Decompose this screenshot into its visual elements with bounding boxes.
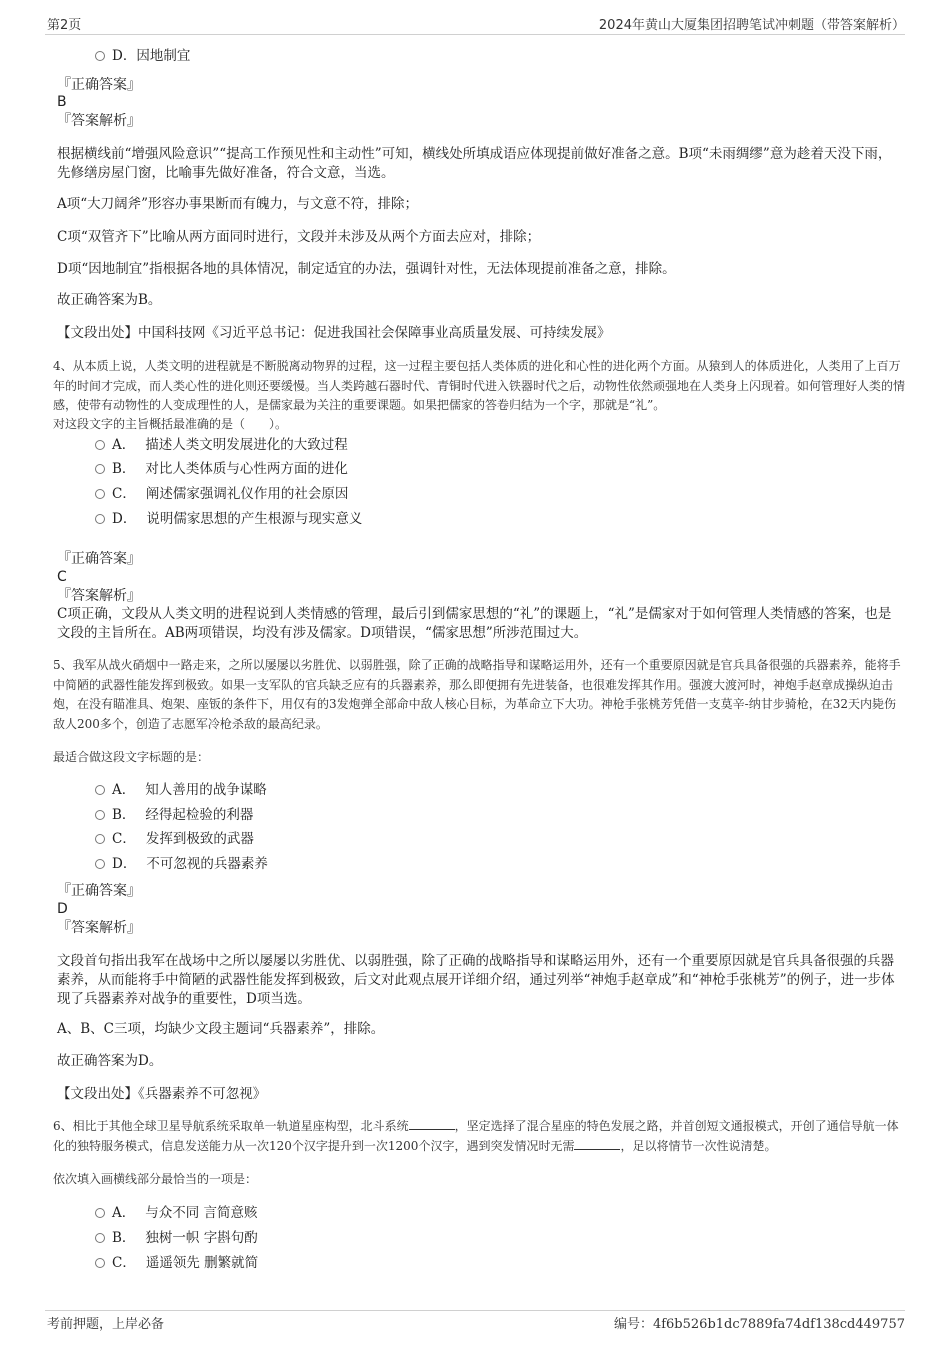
option-text: 描述人类文明发展进化的大致过程: [145, 437, 348, 453]
radio-icon[interactable]: [95, 464, 105, 474]
q5-answer: D: [57, 901, 68, 917]
page-number: 第2页: [47, 18, 82, 33]
q5-prompt: 最适合做这段文字标题的是：: [53, 750, 210, 764]
q6-prompt: 依次填入画横线部分最恰当的一项是：: [53, 1172, 258, 1186]
option-text: 知人善用的战争谋略: [145, 782, 267, 798]
q4-option-a[interactable]: [95, 436, 348, 454]
q4-analysis-label: 『答案解析』: [57, 588, 141, 604]
option-text: 发挥到极致的武器: [145, 831, 254, 847]
q6-option-b[interactable]: [95, 1229, 258, 1247]
q5-analysis-2: A、B、C三项，均缺少文段主题词“兵器素养”，排除。: [57, 1021, 385, 1037]
option-key: C．: [112, 486, 136, 502]
document-title: 2024年黄山大厦集团招聘笔试冲刺题（带答案解析）: [598, 18, 905, 33]
option-text: 说明儒家思想的产生根源与现实意义: [146, 511, 363, 527]
q4-option-d[interactable]: [95, 510, 362, 528]
q6-option-c[interactable]: [95, 1254, 258, 1272]
q6-stem-part-2: ，坚定选择了混合星座的特色发展之路，并首创短文通报模式，开创了通信导航一体化的独特服务模式，信息发送能力从一次120个汉字提升到一次1200个汉字，遇到突发情况时无需: [53, 1119, 899, 1153]
q5-analysis-label: 『答案解析』: [57, 920, 141, 936]
radio-icon[interactable]: [95, 514, 105, 524]
option-text: 与众不同 言简意赅: [145, 1205, 258, 1221]
option-key: C．: [112, 831, 136, 847]
q5-option-b[interactable]: [95, 806, 253, 824]
q6-stem-part-1: 6、相比于其他全球卫星导航系统采取单一轨道星座构型，北斗系统: [53, 1119, 409, 1133]
q5-analysis-3: 故正确答案为D。: [57, 1053, 163, 1069]
q3-analysis-2: A项“大刀阔斧”形容办事果断而有魄力，与文意不符，排除；: [57, 196, 419, 212]
blank-2: [574, 1137, 620, 1150]
option-key: D．: [112, 511, 137, 527]
radio-icon[interactable]: [95, 859, 105, 869]
q5-source: 【文段出处】《兵器素养不可忽视》: [57, 1086, 267, 1102]
option-key: B．: [112, 1230, 136, 1246]
radio-icon[interactable]: [95, 785, 105, 795]
option-label: D．因地制宜: [112, 48, 191, 64]
q4-answer-label: 『正确答案』: [57, 551, 141, 567]
q5-answer-label: 『正确答案』: [57, 883, 141, 899]
radio-icon[interactable]: [95, 489, 105, 499]
q3-option-d[interactable]: [95, 47, 190, 65]
option-key: D．: [112, 856, 137, 872]
option-key: A．: [112, 782, 136, 798]
q5-analysis-1: 文段首句指出我军在战场中之所以屡屡以劣胜优、以弱胜强，除了正确的战略指导和谋略运用外，还有一个重要原因就是官兵具备很强的兵器素养，从而能将手中简陋的武器性能发挥到极致，后文对此观点展开详细介绍，通过列举“神炮手赵章成”和“神枪手张桃芳”的例子，进一步体现了兵器素养对战争的重要性，D项当选。: [57, 953, 895, 1007]
q4-analysis: C项正确，文段从人类文明的进程说到人类情感的管理，最后引到儒家思想的“礼”的课题上，“礼”是儒家对于如何管理人类情感的答案，也是文段的主旨所在。AB两项错误，均没有涉及儒家。D项错误，“儒家思想”所涉范围过大。: [57, 606, 892, 641]
q3-analysis-4: D项“因地制宜”指根据各地的具体情况，制定适宜的办法，强调针对性，无法体现提前准备之意，排除。: [57, 261, 676, 277]
q5-option-c[interactable]: [95, 830, 254, 848]
radio-icon[interactable]: [95, 1233, 105, 1243]
option-text: 对比人类体质与心性两方面的进化: [145, 461, 348, 477]
radio-icon[interactable]: [95, 810, 105, 820]
option-text: 经得起检验的利器: [145, 807, 254, 823]
blank-1: [409, 1117, 455, 1130]
radio-icon[interactable]: [95, 440, 105, 450]
option-key: A．: [112, 1205, 136, 1221]
q3-analysis-3: C项“双管齐下”比喻从两方面同时进行，文段并未涉及从两个方面去应对，排除；: [57, 229, 541, 245]
option-key: B．: [112, 807, 136, 823]
q3-analysis-label: 『答案解析』: [57, 113, 141, 129]
radio-icon[interactable]: [95, 1208, 105, 1218]
option-text: 不可忽视的兵器素养: [146, 856, 268, 872]
footer-divider: [45, 1310, 905, 1311]
radio-icon[interactable]: [95, 834, 105, 844]
q3-analysis-1: 根据横线前“增强风险意识”“提高工作预见性和主动性”可知，横线处所填成语应体现提前做好准备之意。B项“未雨绸缪”意为趁着天没下雨，先修缮房屋门窗，比喻事先做好准备，符合文意，当选。: [57, 146, 892, 181]
document-id: 编号：4f6b526b1dc7889fa74df138cd449757: [613, 1317, 905, 1332]
header-divider: [45, 34, 905, 35]
q6-stem: [53, 1117, 905, 1156]
q3-answer-label: 『正确答案』: [57, 77, 141, 93]
option-key: C．: [112, 1255, 136, 1271]
q4-answer: C: [57, 569, 67, 585]
q5-option-a[interactable]: [95, 781, 267, 799]
option-text: 独树一帜 字斟句酌: [145, 1230, 258, 1246]
q4-option-b[interactable]: [95, 460, 348, 478]
option-key: B．: [112, 461, 136, 477]
option-key: A．: [112, 437, 136, 453]
radio-icon[interactable]: [95, 51, 105, 61]
option-text: 遥遥领先 删繁就简: [145, 1255, 259, 1271]
radio-icon[interactable]: [95, 1258, 105, 1268]
q4-stem: 4、从本质上说，人类文明的进程就是不断脱离动物界的过程，这一过程主要包括人类体质的进化和心性的进化两个方面。从猿到人的体质进化，人类用了上百万年的时间才完成，而人类心性的进化则还要缓慢。当人类跨越石器时代、青铜时代进入铁器时代之后，动物性依然顽强地在人类身上闪现着。如何管理好人类的情感，使带有动物性的人变成理性的人，是儒家最为关注的重要课题。如果把儒家的答卷归结为一个字，那就是“礼”。: [53, 359, 906, 412]
q6-stem-part-3: ，足以将情节一次性说清楚。: [620, 1138, 777, 1153]
q3-analysis-5: 故正确答案为B。: [57, 292, 162, 308]
q3-source: 【文段出处】中国科技网《习近平总书记：促进我国社会保障事业高质量发展、可持续发展》: [57, 325, 611, 341]
q4-option-c[interactable]: [95, 485, 348, 503]
q4-prompt: 对这段文字的主旨概括最准确的是（ ）。: [53, 417, 288, 431]
q6-option-a[interactable]: [95, 1204, 258, 1222]
q5-stem: 5、我军从战火硝烟中一路走来，之所以屡屡以劣胜优、以弱胜强，除了正确的战略指导和谋略运用外，还有一个重要原因就是官兵具备很强的兵器素养，能将手中简陋的武器性能发挥到极致。如果一支军队的官兵缺乏应有的兵器素养，那么即便拥有先进装备，也很难发挥其作用。强渡大渡河时，神炮手赵章成操纵迫击炮，在没有瞄准具、炮架、座钣的条件下，用仅有的3发炮弹全部命中敌人核心目标，为革命立下大功。神枪手张桃芳凭借一支莫辛-纳甘步骑枪，在32天内毙伤敌人200多个，创造了志愿军冷枪杀敌的最高纪录。: [53, 658, 901, 731]
q5-option-d[interactable]: [95, 855, 268, 873]
footer-slogan: 考前押题，上岸必备: [47, 1317, 165, 1332]
option-text: 阐述儒家强调礼仪作用的社会原因: [145, 486, 349, 502]
q3-answer: B: [57, 94, 67, 110]
